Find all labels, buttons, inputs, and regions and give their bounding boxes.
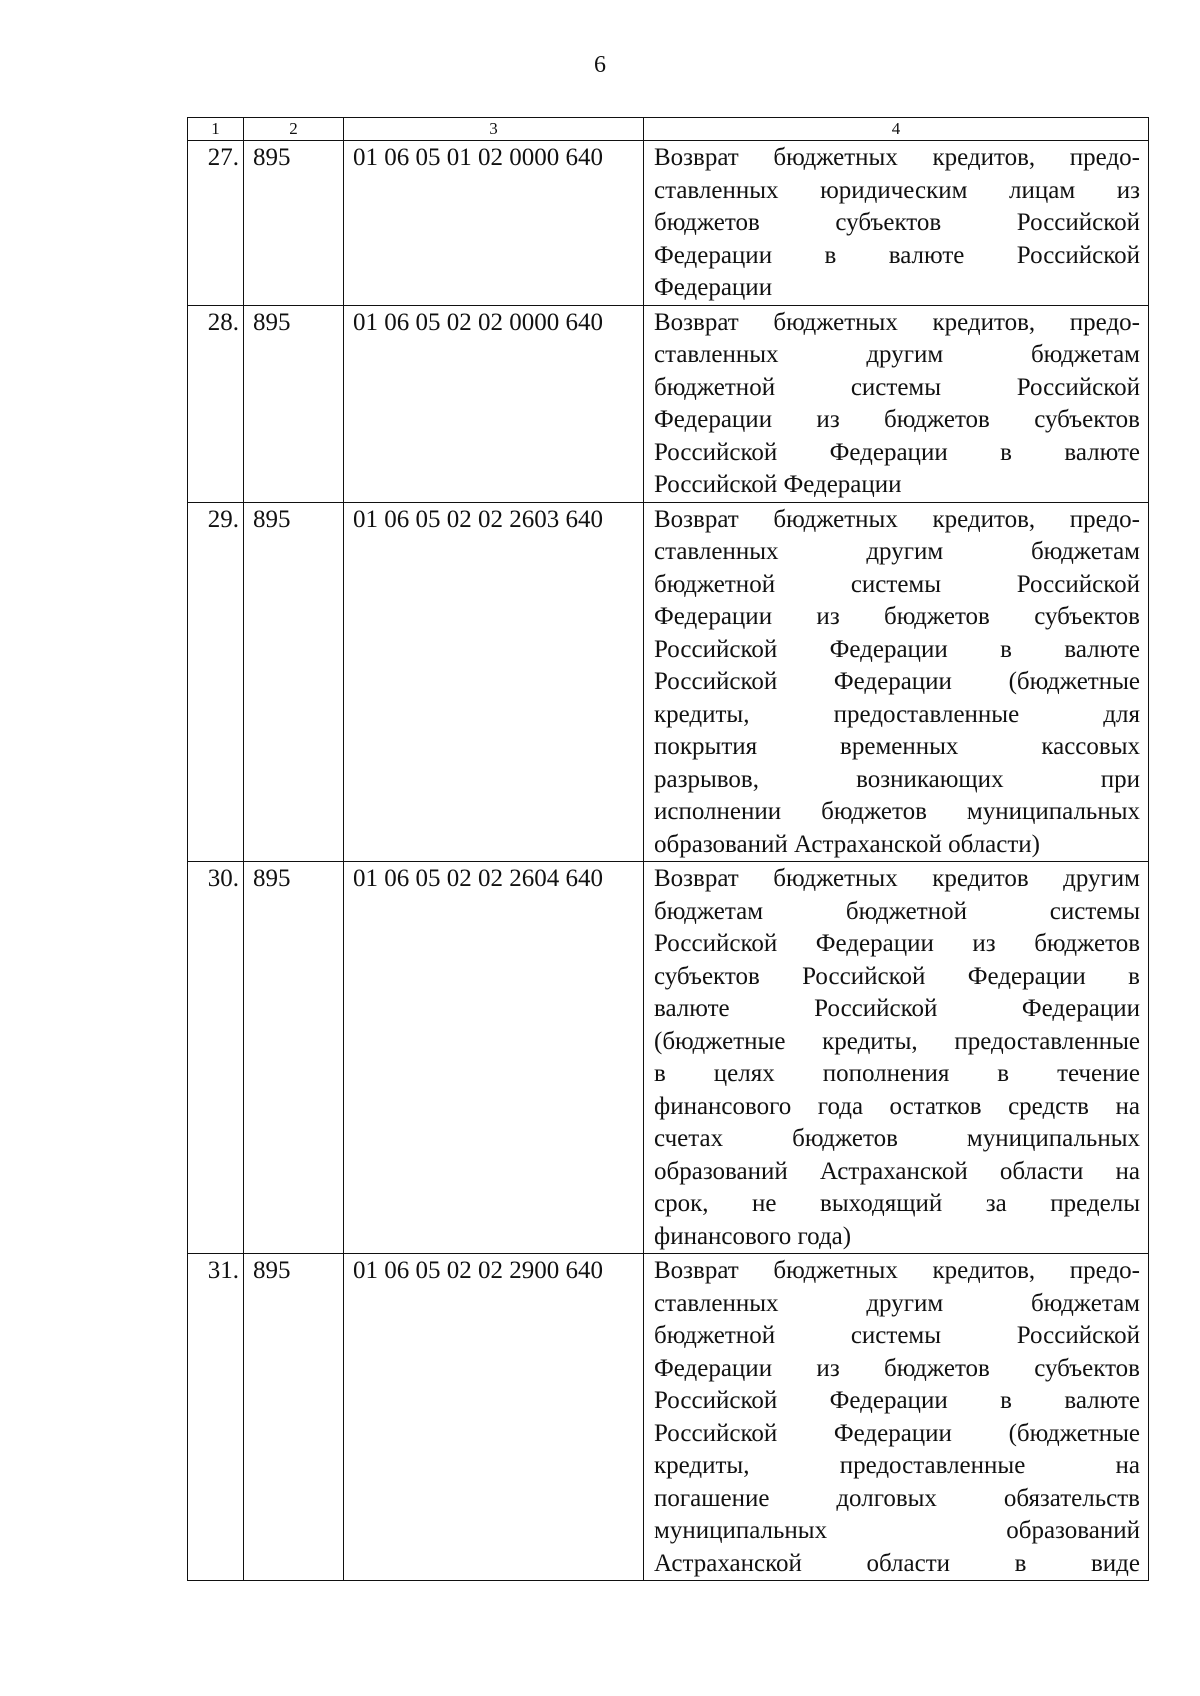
description-line: Российской Федерации (бюджетные bbox=[654, 1419, 1140, 1447]
description-line: Федерации из бюджетов субъектов bbox=[654, 603, 1140, 630]
table-row bbox=[188, 862, 1149, 1254]
column-header-3: 3 bbox=[344, 118, 644, 141]
description-line: Федерации из бюджетов субъектов bbox=[654, 406, 1140, 433]
row-number-cell: 28. bbox=[188, 305, 244, 502]
description-line: Федерации из бюджетов субъектов bbox=[654, 1354, 1140, 1382]
budget-sources-table bbox=[187, 117, 1149, 1581]
description-line: Возврат бюджетных кредитов, предо- bbox=[654, 1257, 1140, 1284]
table-row bbox=[188, 502, 1149, 862]
description-line: покрытия временных кассовых bbox=[654, 733, 1140, 760]
column-header-2: 2 bbox=[244, 118, 344, 141]
description-line: бюджетной системы Российской bbox=[654, 570, 1140, 598]
description-line: образований Астраханской области на bbox=[654, 1157, 1140, 1185]
description-cell bbox=[644, 141, 1149, 306]
column-header-1: 1 bbox=[188, 118, 244, 141]
description-line: муниципальных образований bbox=[654, 1517, 1140, 1544]
description-line: в целях пополнения в течение bbox=[654, 1060, 1140, 1087]
budget-classification-code-cell: 01 06 05 02 02 0000 640 bbox=[344, 305, 644, 502]
row-number-cell: 29. bbox=[188, 502, 244, 862]
description-line: Российской Федерации в валюте bbox=[654, 635, 1140, 663]
table-header-row bbox=[188, 118, 1149, 141]
description-cell bbox=[644, 502, 1149, 862]
budget-classification-code-cell: 01 06 05 02 02 2603 640 bbox=[344, 502, 644, 862]
description-line: валюте Российской Федерации bbox=[654, 995, 1140, 1022]
row-number-cell: 31. bbox=[188, 1254, 244, 1581]
page-number: 6 bbox=[594, 52, 606, 78]
budget-classification-code-cell: 01 06 05 01 02 0000 640 bbox=[344, 141, 644, 306]
admin-code-cell: 895 bbox=[244, 1254, 344, 1581]
description-line: Российской Федерации из бюджетов bbox=[654, 930, 1140, 957]
description-line: ставленных другим бюджетам bbox=[654, 1289, 1140, 1317]
description-line: срок, не выходящий за пределы bbox=[654, 1190, 1140, 1217]
admin-code-cell: 895 bbox=[244, 141, 344, 306]
description-line: Российской Федерации (бюджетные bbox=[654, 668, 1140, 695]
description-line: образований Астраханской области) bbox=[654, 830, 1040, 858]
description-line: Российской Федерации bbox=[654, 471, 902, 498]
description-cell bbox=[644, 862, 1149, 1254]
description-cell bbox=[644, 305, 1149, 502]
table-row bbox=[188, 141, 1149, 306]
table-row bbox=[188, 1254, 1149, 1581]
description-line: Возврат бюджетных кредитов другим bbox=[654, 865, 1140, 892]
row-number-cell: 27. bbox=[188, 141, 244, 306]
description-line: погашение долговых обязательств bbox=[654, 1484, 1140, 1512]
description-line: ставленных юридическим лицам из bbox=[654, 176, 1140, 204]
description-line: субъектов Российской Федерации в bbox=[654, 962, 1140, 990]
description-line: Возврат бюджетных кредитов, предо- bbox=[654, 308, 1140, 336]
description-line: бюджетов субъектов Российской bbox=[654, 209, 1140, 236]
description-line: Российской Федерации в валюте bbox=[654, 438, 1140, 466]
description-line: Федерации в валюте Российской bbox=[654, 241, 1140, 269]
description-line: исполнении бюджетов муниципальных bbox=[654, 798, 1140, 825]
description-line: кредиты, предоставленные для bbox=[654, 700, 1140, 728]
budget-classification-code-cell: 01 06 05 02 02 2900 640 bbox=[344, 1254, 644, 1581]
description-line: бюджетной системы Российской bbox=[654, 373, 1140, 401]
description-line: Российской Федерации в валюте bbox=[654, 1387, 1140, 1414]
row-number-cell: 30. bbox=[188, 862, 244, 1254]
description-line: Возврат бюджетных кредитов, предо- bbox=[654, 505, 1140, 533]
description-line: финансового года остатков средств на bbox=[654, 1092, 1140, 1120]
admin-code-cell: 895 bbox=[244, 502, 344, 862]
description-line: ставленных другим бюджетам bbox=[654, 341, 1140, 368]
table-row bbox=[188, 305, 1149, 502]
table-body bbox=[188, 118, 1149, 1581]
budget-classification-code-cell: 01 06 05 02 02 2604 640 bbox=[344, 862, 644, 1254]
description-line: бюджетной системы Российской bbox=[654, 1322, 1140, 1349]
description-line: Астраханской области в виде bbox=[654, 1549, 1140, 1577]
description-cell bbox=[644, 1254, 1149, 1581]
description-line: Федерации bbox=[654, 274, 773, 301]
column-header-4: 4 bbox=[644, 118, 1149, 141]
description-line: ставленных другим бюджетам bbox=[654, 538, 1140, 565]
description-line: разрывов, возникающих при bbox=[654, 765, 1140, 793]
admin-code-cell: 895 bbox=[244, 862, 344, 1254]
description-line: Возврат бюджетных кредитов, предо- bbox=[654, 144, 1140, 171]
description-line: счетах бюджетов муниципальных bbox=[654, 1125, 1140, 1152]
description-line: финансового года) bbox=[654, 1222, 852, 1250]
description-line: бюджетам бюджетной системы bbox=[654, 897, 1140, 925]
description-line: (бюджетные кредиты, предоставленные bbox=[654, 1027, 1140, 1055]
admin-code-cell: 895 bbox=[244, 305, 344, 502]
description-line: кредиты, предоставленные на bbox=[654, 1452, 1140, 1479]
